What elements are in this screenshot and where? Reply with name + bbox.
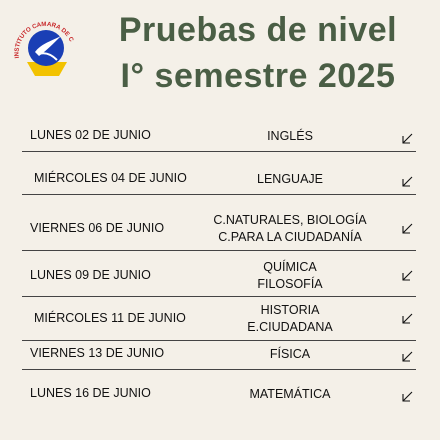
schedule-row bbox=[22, 171, 420, 193]
arrow-down-left-icon bbox=[400, 269, 414, 283]
exam-date: LUNES 09 DE JUNIO bbox=[30, 268, 151, 282]
subject-line: QUÍMICA bbox=[263, 260, 317, 274]
exam-date: MIÉRCOLES 04 DE JUNIO bbox=[34, 171, 187, 185]
arrow-down-left-icon bbox=[400, 390, 414, 404]
exam-subject bbox=[200, 128, 380, 145]
subject-line: C.NATURALES, BIOLOGÍA bbox=[213, 213, 367, 227]
exam-subject bbox=[200, 302, 380, 336]
page-subtitle: I° semestre 2025 bbox=[120, 57, 396, 95]
schedule-row bbox=[22, 259, 420, 297]
exam-date: LUNES 16 DE JUNIO bbox=[30, 386, 151, 400]
exam-subject bbox=[200, 212, 380, 246]
exam-subject bbox=[200, 259, 380, 293]
exam-date: MIÉRCOLES 11 DE JUNIO bbox=[34, 311, 186, 325]
subject-line: LENGUAJE bbox=[257, 172, 323, 186]
exam-subject bbox=[200, 171, 380, 188]
subject-line: FÍSICA bbox=[269, 347, 311, 361]
row-divider bbox=[22, 194, 416, 195]
exam-date: VIERNES 13 DE JUNIO bbox=[30, 346, 165, 360]
exam-date: LUNES 02 DE JUNIO bbox=[30, 128, 151, 142]
row-divider bbox=[22, 340, 416, 341]
row-divider bbox=[22, 369, 416, 370]
row-divider bbox=[22, 250, 416, 251]
subject-line: E.CIUDADANA bbox=[247, 320, 333, 334]
schedule-row bbox=[22, 302, 420, 340]
arrow-down-left-icon bbox=[400, 222, 414, 236]
subject-line: INGLÉS bbox=[267, 129, 313, 143]
subject-line: C.PARA LA CIUDADANÍA bbox=[218, 230, 362, 244]
exam-subject bbox=[200, 346, 380, 363]
subject-line: FILOSOFÍA bbox=[257, 277, 323, 291]
subject-line: MATEMÁTICA bbox=[249, 387, 331, 401]
exam-subject bbox=[200, 386, 380, 403]
schedule-row bbox=[22, 212, 420, 250]
schedule-row bbox=[22, 386, 420, 408]
schedule-row bbox=[22, 346, 420, 368]
exam-date: VIERNES 06 DE JUNIO bbox=[30, 221, 165, 235]
row-divider bbox=[22, 296, 416, 297]
arrow-down-left-icon bbox=[400, 175, 414, 189]
schedule-row bbox=[22, 128, 420, 150]
school-logo bbox=[9, 14, 83, 78]
arrow-down-left-icon bbox=[400, 350, 414, 364]
arrow-down-left-icon bbox=[400, 132, 414, 146]
row-divider bbox=[22, 151, 416, 152]
subject-line: HISTORIA bbox=[260, 303, 320, 317]
page-title: Pruebas de nivel bbox=[118, 11, 398, 49]
logo-text: INSTITUTO CAMARA DE C bbox=[13, 20, 75, 59]
arrow-down-left-icon bbox=[400, 312, 414, 326]
